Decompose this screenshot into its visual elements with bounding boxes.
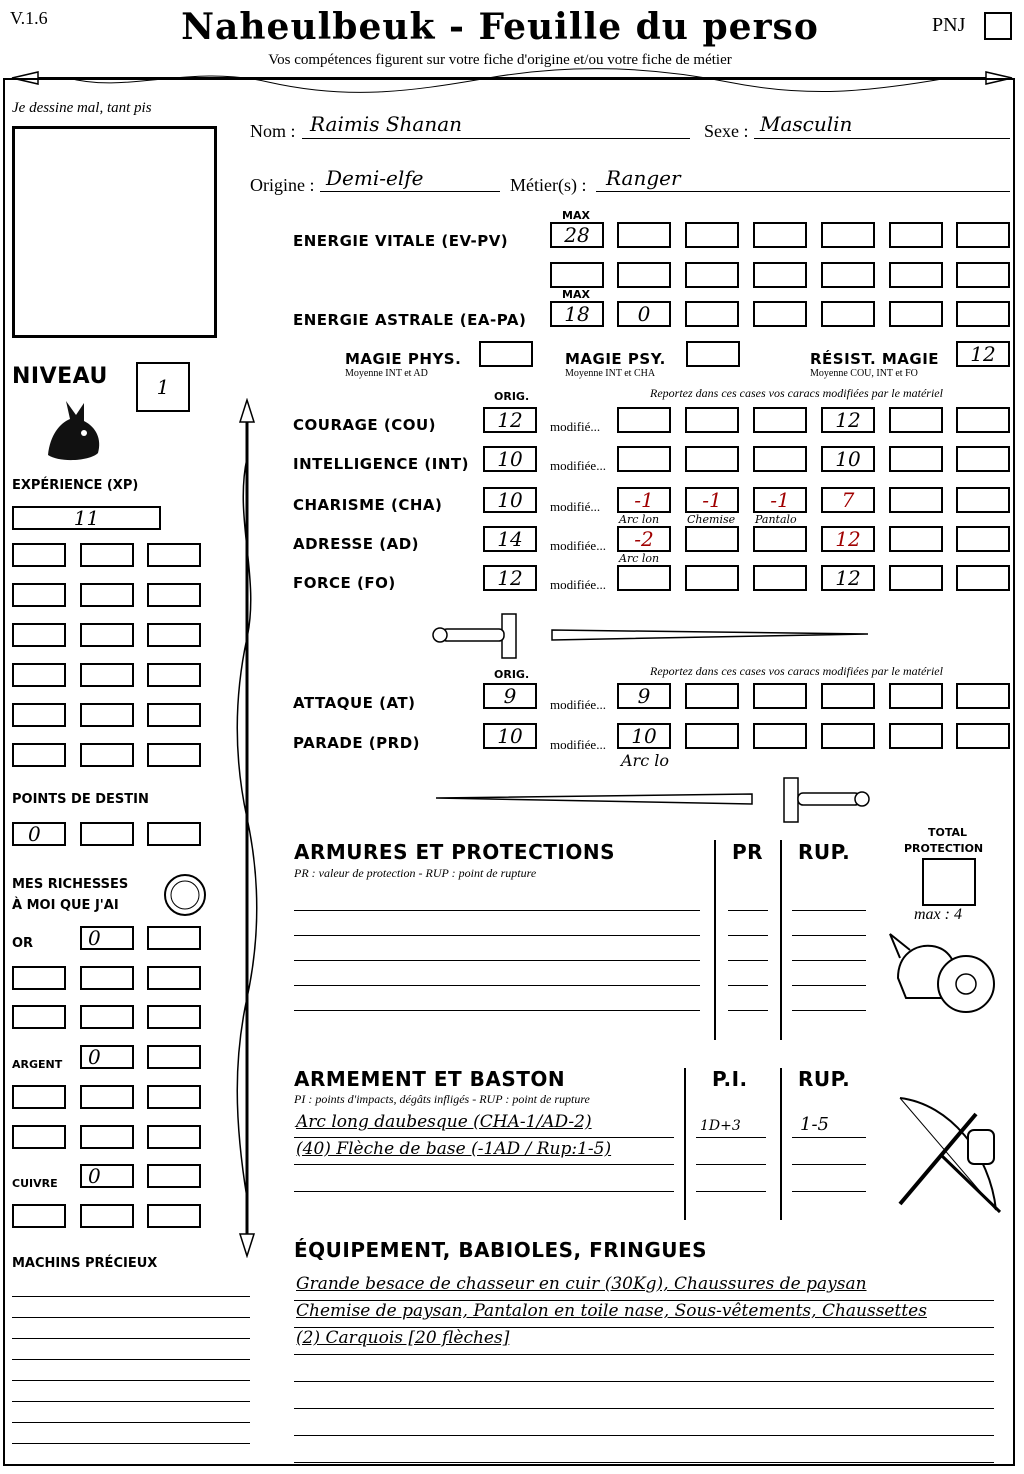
armor-rup-line[interactable] xyxy=(792,910,866,911)
stat-orig-box[interactable] xyxy=(483,526,537,552)
destin-label: POINTS DE DESTIN xyxy=(12,792,149,807)
wealth-box-cell[interactable] xyxy=(12,966,66,990)
stat-cell[interactable] xyxy=(821,526,875,552)
weapons-title: ARMEMENT ET BASTON xyxy=(294,1067,566,1091)
armor-pr-line[interactable] xyxy=(728,1010,768,1011)
stat-cell-value xyxy=(755,409,805,431)
combat-note: Arc lo xyxy=(621,751,669,770)
stat-cell[interactable] xyxy=(956,487,1010,513)
stat-cell-value xyxy=(891,409,941,431)
stat-cell[interactable] xyxy=(753,407,807,433)
stat-cell-note: Pantalo xyxy=(755,513,797,526)
cuivre-box-2[interactable] xyxy=(147,1164,201,1188)
equipment-item[interactable]: Grande besace de chasseur en cuir (30Kg), Chaussures de paysan xyxy=(296,1274,867,1294)
ev-track-box-r2-7[interactable] xyxy=(956,262,1010,288)
total-protection-label-2: PROTECTION xyxy=(904,842,984,855)
wealth-box-cell[interactable] xyxy=(12,1085,66,1109)
stat-cell-note: Chemise xyxy=(687,513,736,526)
combat-cell[interactable] xyxy=(889,683,943,709)
ea-track-box-3[interactable] xyxy=(821,301,875,327)
ev-track-box-r2-1[interactable] xyxy=(550,262,604,288)
xp-box-cell[interactable] xyxy=(12,743,66,767)
stat-cell-value xyxy=(958,409,1008,431)
total-protection-box[interactable] xyxy=(922,858,976,906)
stat-cell-value: 7 xyxy=(841,488,855,512)
weapons-divider-1 xyxy=(684,1068,686,1220)
stat-cell-value xyxy=(958,448,1008,470)
weapon-name[interactable]: (40) Flèche de base (-1AD / Rup:1-5) xyxy=(296,1139,612,1159)
stat-mod-label: modifiée... xyxy=(550,458,606,473)
coin-icon xyxy=(162,872,208,918)
stat-cell[interactable] xyxy=(685,487,739,513)
combat-orig-value: 10 xyxy=(497,724,523,748)
ev-track-box-r2-4[interactable] xyxy=(753,262,807,288)
magie-psy-box[interactable] xyxy=(686,341,740,367)
weapon-line xyxy=(294,1191,674,1192)
combat-cell-value xyxy=(755,685,805,707)
ev-track-box-5[interactable] xyxy=(889,222,943,248)
equipment-line[interactable] xyxy=(294,1408,994,1409)
armor-line[interactable] xyxy=(294,960,700,961)
ev-max-label: MAX xyxy=(562,209,590,222)
ev-track-box-2[interactable] xyxy=(685,222,739,248)
stat-cell[interactable] xyxy=(685,446,739,472)
crossed-weapons-icon xyxy=(880,1094,1010,1218)
sheet-title: Naheulbeuk - Feuille du perso xyxy=(181,6,819,48)
xp-box-cell[interactable] xyxy=(80,623,134,647)
dragon-icon xyxy=(40,395,106,465)
stat-cell-value xyxy=(755,448,805,470)
sexe-label: Sexe : xyxy=(704,121,749,141)
stat-cell[interactable] xyxy=(821,487,875,513)
armor-line[interactable] xyxy=(294,1010,700,1011)
weapon-pi-line xyxy=(696,1191,766,1192)
portrait-box[interactable] xyxy=(12,126,217,338)
xp-box-cell[interactable] xyxy=(12,623,66,647)
stat-orig-box[interactable] xyxy=(483,487,537,513)
stat-cell[interactable] xyxy=(821,446,875,472)
armor-line[interactable] xyxy=(294,910,700,911)
wealth-box-cell[interactable] xyxy=(12,1005,66,1029)
weapon-rup[interactable]: 1-5 xyxy=(800,1114,829,1135)
stat-cell-value xyxy=(958,528,1008,550)
stat-cell-value xyxy=(891,528,941,550)
precious-line[interactable] xyxy=(12,1422,250,1423)
combat-cell-value xyxy=(687,685,737,707)
stat-cell[interactable] xyxy=(956,446,1010,472)
stat-cell-value xyxy=(891,567,941,589)
combat-cell-value xyxy=(755,725,805,747)
armor-divider-1 xyxy=(714,840,716,1040)
destin-box-1[interactable]: 0 xyxy=(12,822,66,846)
wealth-box-cell[interactable] xyxy=(80,1085,134,1109)
sword-icon xyxy=(432,612,872,660)
stat-label: INTELLIGENCE (INT) xyxy=(293,455,469,473)
stat-orig-box[interactable] xyxy=(483,407,537,433)
armor-rup-line[interactable] xyxy=(792,985,866,986)
magie-phys-box[interactable] xyxy=(479,341,533,367)
combat-label: ATTAQUE (AT) xyxy=(293,694,416,712)
wealth-box-cell[interactable] xyxy=(12,1204,66,1228)
stat-orig-value: 14 xyxy=(497,527,523,551)
equipment-line[interactable] xyxy=(294,1381,994,1382)
weapon-pi-line xyxy=(696,1164,766,1165)
nom-label: Nom : xyxy=(250,121,296,141)
stat-cell-value: 10 xyxy=(835,447,861,471)
xp-box-cell[interactable] xyxy=(147,623,201,647)
stat-label: ADRESSE (AD) xyxy=(293,535,420,553)
armor-rup-line[interactable] xyxy=(792,935,866,936)
armor-rup-line[interactable] xyxy=(792,960,866,961)
combat-cell[interactable] xyxy=(821,723,875,749)
stat-cell-value xyxy=(619,448,669,470)
armor-pr-label: PR xyxy=(732,840,764,864)
xp-box-cell[interactable] xyxy=(147,663,201,687)
stat-orig-box[interactable] xyxy=(483,565,537,591)
combat-cell-value xyxy=(958,725,1008,747)
equipment-line[interactable] xyxy=(294,1435,994,1436)
stat-cell-value xyxy=(687,409,737,431)
combat-cell-value: 9 xyxy=(637,684,651,708)
ev-track-box-6[interactable] xyxy=(956,222,1010,248)
weapon-pi-line xyxy=(696,1137,766,1138)
xp-box-cell[interactable] xyxy=(80,663,134,687)
vertical-spear-icon xyxy=(232,398,262,1258)
stat-cell[interactable] xyxy=(956,407,1010,433)
precious-line[interactable] xyxy=(12,1443,250,1444)
weapon-name[interactable]: Arc long daubesque (CHA-1/AD-2) xyxy=(296,1112,592,1132)
armor-pr-line[interactable] xyxy=(728,985,768,986)
stat-mod-label: modifié... xyxy=(550,499,601,514)
combat-cell-value xyxy=(687,725,737,747)
xp-box-cell[interactable] xyxy=(80,703,134,727)
origine-underline xyxy=(320,191,500,192)
niveau-label: NIVEAU xyxy=(12,364,108,389)
xp-box-cell[interactable] xyxy=(12,543,66,567)
weapon-line xyxy=(294,1137,674,1138)
stat-cell[interactable] xyxy=(753,446,807,472)
pnj-label: PNJ xyxy=(932,14,966,36)
xp-box-cell[interactable] xyxy=(80,743,134,767)
stat-cell[interactable] xyxy=(753,565,807,591)
total-protection-max: max : 4 xyxy=(914,906,962,923)
ea-label: ENERGIE ASTRALE (EA-PA) xyxy=(293,311,527,329)
combat-cell[interactable] xyxy=(685,683,739,709)
precious-line[interactable] xyxy=(12,1296,250,1297)
precious-line[interactable] xyxy=(12,1338,250,1339)
ev-track-box-r2-3[interactable] xyxy=(685,262,739,288)
argent-box-2[interactable] xyxy=(147,1045,201,1069)
combat-orig-box[interactable] xyxy=(483,683,537,709)
equipment-item[interactable]: (2) Carquois [20 flèches] xyxy=(296,1328,510,1348)
nom-underline xyxy=(302,138,690,139)
xp-box-cell[interactable] xyxy=(147,543,201,567)
armor-note: PR : valeur de protection - RUP : point de rupture xyxy=(294,866,537,880)
equipment-line[interactable] xyxy=(294,1354,994,1355)
wealth-box-cell[interactable] xyxy=(147,966,201,990)
stat-cell-value: -1 xyxy=(770,488,790,512)
combat-cell[interactable] xyxy=(753,723,807,749)
wealth-box-cell[interactable] xyxy=(80,1005,134,1029)
combat-report-note: Reportez dans ces cases vos caracs modifiées par le matériel xyxy=(650,664,943,678)
stat-cell-value: -2 xyxy=(634,527,654,551)
ea-max-box[interactable]: 18 xyxy=(550,301,604,327)
magie-phys-label: MAGIE PHYS. xyxy=(345,350,462,368)
xp-box-cell[interactable] xyxy=(147,583,201,607)
or-box[interactable]: 0 xyxy=(80,926,134,950)
stat-cell[interactable] xyxy=(889,407,943,433)
sheet-subtitle: Vos compétences figurent sur votre fiche d'origine et/ou votre fiche de métier xyxy=(268,52,732,68)
combat-cell-value xyxy=(823,725,873,747)
stat-cell-value xyxy=(687,567,737,589)
resist-magie-label: RÉSIST. MAGIE xyxy=(810,350,940,368)
xp-label: EXPÉRIENCE (XP) xyxy=(12,478,139,493)
combat-cell[interactable] xyxy=(753,683,807,709)
stat-cell-value xyxy=(958,567,1008,589)
niveau-box[interactable]: 1 xyxy=(136,362,190,412)
combat-orig-value: 9 xyxy=(503,684,517,708)
stat-cell-value xyxy=(687,448,737,470)
combat-orig-label: ORIG. xyxy=(494,668,530,681)
ev-label: ENERGIE VITALE (EV-PV) xyxy=(293,232,509,250)
resist-magie-box[interactable]: 12 xyxy=(956,341,1010,367)
argent-label: ARGENT xyxy=(12,1058,63,1071)
armor-divider-2 xyxy=(780,840,782,1040)
stat-cell-note: Arc lon xyxy=(619,513,660,526)
sexe-underline xyxy=(754,138,1010,139)
ev-track-box-3[interactable] xyxy=(753,222,807,248)
stat-cell-value xyxy=(619,409,669,431)
armor-title: ARMURES ET PROTECTIONS xyxy=(294,840,615,864)
metier-label: Métier(s) : xyxy=(510,175,587,195)
stat-cell[interactable] xyxy=(889,526,943,552)
ev-track-box-r2-5[interactable] xyxy=(821,262,875,288)
argent-box[interactable]: 0 xyxy=(80,1045,134,1069)
armor-line[interactable] xyxy=(294,935,700,936)
combat-cell[interactable] xyxy=(889,723,943,749)
combat-label: PARADE (PRD) xyxy=(293,734,421,752)
ev-track-box-r2-6[interactable] xyxy=(889,262,943,288)
weapon-pi[interactable]: 1D+3 xyxy=(700,1118,741,1134)
stat-orig-value: 12 xyxy=(497,566,523,590)
or-box-2[interactable] xyxy=(147,926,201,950)
ev-max-box[interactable]: 28 xyxy=(550,222,604,248)
stat-orig-value: 10 xyxy=(497,447,523,471)
combat-cell[interactable] xyxy=(617,723,671,749)
combat-cell[interactable] xyxy=(617,683,671,709)
weapons-note: PI : points d'impacts, dégâts infligés - RUP : point de rupture xyxy=(294,1092,590,1106)
destin-box-3[interactable] xyxy=(147,822,201,846)
stat-mod-label: modifiée... xyxy=(550,538,606,553)
stat-label: CHARISME (CHA) xyxy=(293,496,443,514)
xp-box-cell[interactable] xyxy=(80,543,134,567)
cuivre-label: CUIVRE xyxy=(12,1177,58,1190)
weapon-rup-line xyxy=(792,1191,866,1192)
stat-cell[interactable] xyxy=(753,526,807,552)
stat-label: FORCE (FO) xyxy=(293,574,396,592)
combat-cell-value xyxy=(958,685,1008,707)
magie-phys-note: Moyenne INT et AD xyxy=(345,368,428,379)
stat-cell[interactable] xyxy=(685,526,739,552)
stat-cell-value: 12 xyxy=(835,408,861,432)
stat-cell-value xyxy=(755,528,805,550)
magie-psy-note: Moyenne INT et CHA xyxy=(565,368,656,379)
wealth-box-cell[interactable] xyxy=(147,1204,201,1228)
stat-cell-value xyxy=(687,528,737,550)
armor-rup-label: RUP. xyxy=(798,840,851,864)
resist-magie-note: Moyenne COU, INT et FO xyxy=(810,368,918,379)
stat-cell[interactable] xyxy=(617,565,671,591)
stat-cell[interactable] xyxy=(617,526,671,552)
armor-rup-line[interactable] xyxy=(792,1010,866,1011)
stat-cell[interactable] xyxy=(956,565,1010,591)
metier-underline xyxy=(596,191,1010,192)
pnj-checkbox[interactable] xyxy=(984,12,1012,40)
weapons-rup-label: RUP. xyxy=(798,1067,851,1091)
xp-box-cell[interactable] xyxy=(12,583,66,607)
ev-track-box-4[interactable] xyxy=(821,222,875,248)
richesses-label-2: À MOI QUE J'AI xyxy=(12,898,119,913)
weapons-pi-label: P.I. xyxy=(712,1067,748,1091)
stats-report-note: Reportez dans ces cases vos caracs modifiées par le matériel xyxy=(650,386,943,400)
stat-cell-value: 12 xyxy=(835,566,861,590)
stat-mod-label: modifié... xyxy=(550,419,601,434)
cuivre-box[interactable]: 0 xyxy=(80,1164,134,1188)
stat-cell[interactable] xyxy=(617,407,671,433)
richesses-label-1: MES RICHESSES xyxy=(12,877,129,892)
precious-line[interactable] xyxy=(12,1380,250,1381)
total-protection-label-1: TOTAL xyxy=(928,826,968,839)
ea-track-box-4[interactable] xyxy=(889,301,943,327)
armor-line[interactable] xyxy=(294,985,700,986)
sexe-value[interactable]: Masculin xyxy=(760,112,853,136)
combat-mod-label: modifiée... xyxy=(550,697,606,712)
weapon-rup-line xyxy=(792,1137,866,1138)
precious-line[interactable] xyxy=(12,1359,250,1360)
weapon-rup-line xyxy=(792,1164,866,1165)
nom-value[interactable]: Raimis Shanan xyxy=(310,112,463,136)
weapon-line xyxy=(294,1164,674,1165)
combat-cell[interactable] xyxy=(821,683,875,709)
combat-cell[interactable] xyxy=(956,723,1010,749)
origine-label: Origine : xyxy=(250,175,315,195)
combat-cell-value: 10 xyxy=(631,724,657,748)
stat-cell[interactable] xyxy=(889,487,943,513)
wealth-box-cell[interactable] xyxy=(147,1085,201,1109)
xp-box-cell[interactable] xyxy=(80,583,134,607)
xp-box-cell[interactable] xyxy=(12,663,66,687)
stat-cell-value xyxy=(619,567,669,589)
armor-pr-line[interactable] xyxy=(728,935,768,936)
precious-line[interactable] xyxy=(12,1317,250,1318)
wealth-box-cell[interactable] xyxy=(12,1125,66,1149)
helmet-shield-icon xyxy=(888,928,998,1028)
stat-cell-value: 12 xyxy=(835,527,861,551)
origine-value[interactable]: Demi-elfe xyxy=(326,166,424,190)
ev-track-box-r2-2[interactable] xyxy=(617,262,671,288)
equipment-item[interactable]: Chemise de paysan, Pantalon en toile nase, Sous-vêtements, Chaussettes xyxy=(296,1301,927,1321)
armor-pr-line[interactable] xyxy=(728,960,768,961)
stat-cell[interactable] xyxy=(821,407,875,433)
xp-box-cell[interactable] xyxy=(12,703,66,727)
combat-cell[interactable] xyxy=(956,683,1010,709)
xp-box[interactable]: 11 xyxy=(12,506,161,530)
stat-cell[interactable] xyxy=(821,565,875,591)
destin-box-2[interactable] xyxy=(80,822,134,846)
stat-orig-value: 12 xyxy=(497,408,523,432)
stat-cell[interactable] xyxy=(685,407,739,433)
wealth-box-cell[interactable] xyxy=(80,966,134,990)
xp-box-cell[interactable] xyxy=(147,743,201,767)
ea-current-box[interactable]: 0 xyxy=(617,301,671,327)
stat-cell[interactable] xyxy=(753,487,807,513)
stat-cell-value xyxy=(891,489,941,511)
combat-cell-value xyxy=(823,685,873,707)
version-label: V.1.6 xyxy=(10,8,48,28)
portrait-caption: Je dessine mal, tant pis xyxy=(12,100,152,116)
stat-label: COURAGE (COU) xyxy=(293,416,437,434)
stat-cell-value xyxy=(891,448,941,470)
combat-cell-value xyxy=(891,685,941,707)
combat-mod-label: modifiée... xyxy=(550,737,606,752)
stat-cell-value xyxy=(755,567,805,589)
stats-orig-label: ORIG. xyxy=(494,390,530,403)
equipment-title: ÉQUIPEMENT, BABIOLES, FRINGUES xyxy=(294,1238,708,1262)
combat-cell[interactable] xyxy=(685,723,739,749)
equipment-line[interactable] xyxy=(294,1462,994,1463)
ea-track-box-5[interactable] xyxy=(956,301,1010,327)
ev-track-box-1[interactable] xyxy=(617,222,671,248)
combat-orig-box[interactable] xyxy=(483,723,537,749)
armor-pr-line[interactable] xyxy=(728,910,768,911)
stat-cell[interactable] xyxy=(889,446,943,472)
stat-cell[interactable] xyxy=(956,526,1010,552)
metier-value[interactable]: Ranger xyxy=(606,166,681,190)
ea-track-box-2[interactable] xyxy=(753,301,807,327)
weapons-divider-2 xyxy=(780,1068,782,1220)
wealth-box-cell[interactable] xyxy=(147,1125,201,1149)
stat-orig-box[interactable] xyxy=(483,446,537,472)
stat-cell-note: Arc lon xyxy=(619,552,660,565)
machins-label: MACHINS PRÉCIEUX xyxy=(12,1256,158,1271)
wealth-box-cell[interactable] xyxy=(80,1125,134,1149)
wealth-box-cell[interactable] xyxy=(147,1005,201,1029)
stat-cell-value xyxy=(958,489,1008,511)
precious-line[interactable] xyxy=(12,1401,250,1402)
stat-cell[interactable] xyxy=(617,487,671,513)
ea-track-box-1[interactable] xyxy=(685,301,739,327)
stat-cell[interactable] xyxy=(685,565,739,591)
stat-orig-value: 10 xyxy=(497,488,523,512)
sword-icon-2 xyxy=(432,776,872,824)
combat-cell-value xyxy=(891,725,941,747)
stat-cell-value: -1 xyxy=(702,488,722,512)
ea-max-label: MAX xyxy=(562,288,590,301)
wealth-box-cell[interactable] xyxy=(80,1204,134,1228)
or-label: OR xyxy=(12,936,34,951)
stat-cell[interactable] xyxy=(617,446,671,472)
xp-box-cell[interactable] xyxy=(147,703,201,727)
stat-cell[interactable] xyxy=(889,565,943,591)
magie-psy-label: MAGIE PSY. xyxy=(565,350,666,368)
stat-mod-label: modifiée... xyxy=(550,577,606,592)
stat-cell-value: -1 xyxy=(634,488,654,512)
